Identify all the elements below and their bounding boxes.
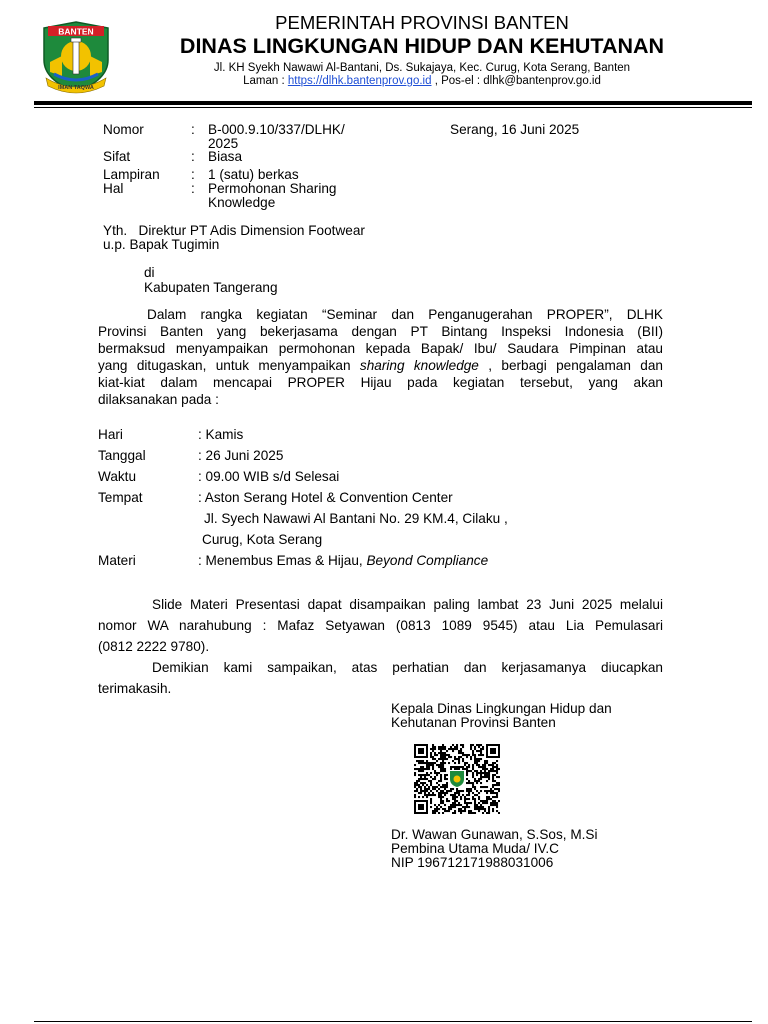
- body-text: , berbagi pengalaman dan: [478, 358, 663, 373]
- signatory-title: Kepala Dinas Lingkungan Hidup dan: [391, 701, 612, 716]
- body-line: [98, 357, 663, 374]
- closing-line: nomor WA narahubung : Mafaz Setyawan (0813 1089 9545) atau Lia Pemulasari: [98, 618, 663, 633]
- closing-line: Slide Materi Presentasi dapat disampaikan paling lambat 23 Juni 2025 melalui: [152, 597, 663, 612]
- hal-label: Hal: [103, 181, 124, 196]
- hal-colon: :: [191, 181, 195, 196]
- recipient-di: di: [144, 265, 155, 280]
- materi-label: Materi: [98, 553, 136, 568]
- materi-value: [198, 552, 488, 569]
- website-link[interactable]: https://dlhk.bantenprov.go.id: [287, 75, 432, 87]
- body-italic: sharing knowledge: [359, 358, 479, 373]
- body-line: Dalam rangka kegiatan “Seminar dan Penganugerahan PROPER”, DLHK: [147, 307, 663, 322]
- sifat-value: Biasa: [208, 149, 243, 164]
- logo-text-bottom: IMAN TAQWA: [58, 85, 94, 91]
- body-paragraph: [98, 306, 663, 408]
- header-agency: DINAS LINGKUNGAN HIDUP DAN KEHUTANAN: [179, 34, 665, 58]
- closing-line: Demikian kami sampaikan, atas perhatian dan kerjasamanya diucapkan: [152, 660, 663, 675]
- closing-paragraph: [98, 594, 663, 699]
- tempat-city: Curug, Kota Serang: [202, 532, 323, 547]
- header-divider-thin: [34, 107, 752, 108]
- body-line: bermaksud menyampaikan permohonan kepada Bapak/ Ibu/ Saudara Pimpinan atau: [98, 341, 663, 356]
- tempat-label: Tempat: [98, 490, 143, 505]
- recipient-line: Yth. Direktur PT Adis Dimension Footwear: [103, 223, 365, 238]
- closing-line: terimakasih.: [98, 681, 172, 696]
- signatory-rank: Pembina Utama Muda/ IV.C: [391, 841, 559, 856]
- hal-value: Permohonan Sharing: [208, 181, 337, 196]
- waktu-label: Waktu: [98, 469, 137, 484]
- hari-label: Hari: [98, 427, 123, 442]
- header-government: PEMERINTAH PROVINSI BANTEN: [275, 12, 569, 33]
- lampiran-label: Lampiran: [103, 167, 160, 182]
- nomor-label: Nomor: [103, 122, 144, 137]
- header-address: Jl. KH Syekh Nawawi Al-Bantani, Ds. Sukajaya, Kec. Curug, Kota Serang, Banten: [213, 62, 631, 74]
- materi-italic: Beyond Compliance: [366, 553, 489, 568]
- lampiran-colon: :: [191, 167, 195, 182]
- banten-logo: [36, 16, 116, 96]
- nomor-value: B-000.9.10/337/DLHK/: [208, 122, 345, 137]
- body-line: kiat-kiat dalam mencapai PROPER Hijau pada kegiatan tersebut, yang akan: [98, 375, 663, 390]
- body-line: Provinsi Banten yang bekerjasama dengan PT Bintang Inspeksi Indonesia (BII): [98, 324, 663, 339]
- signatory-nip: NIP 196712171988031006: [391, 855, 554, 870]
- signatory-title-cont: Kehutanan Provinsi Banten: [391, 715, 556, 730]
- closing-line: (0812 2222 9780).: [98, 639, 210, 654]
- body-line: dilaksanakan pada :: [98, 392, 219, 407]
- recipient-attention: u.p. Bapak Tugimin: [103, 237, 220, 252]
- hari-value: : Kamis: [198, 427, 244, 442]
- header-divider-thick: [34, 101, 752, 105]
- qr-code: [414, 744, 500, 814]
- sifat-colon: :: [191, 149, 195, 164]
- web-prefix: Laman :: [243, 75, 288, 87]
- qr-code-image: [414, 744, 500, 814]
- email-text: , Pos-el : dlhk@bantenprov.go.id: [431, 75, 601, 87]
- body-text: yang ditugaskan, untuk menyampaikan: [98, 358, 360, 373]
- tanggal-label: Tanggal: [98, 448, 146, 463]
- letter-date: Serang, 16 Juni 2025: [450, 122, 580, 137]
- recipient-place: Kabupaten Tangerang: [144, 280, 278, 295]
- tempat-address: Jl. Syech Nawawi Al Bantani No. 29 KM.4, Cilaku ,: [204, 511, 508, 526]
- signatory-name: Dr. Wawan Gunawan, S.Sos, M.Si: [391, 827, 598, 842]
- footer-divider: [34, 1021, 752, 1022]
- lampiran-value: 1 (satu) berkas: [208, 167, 299, 182]
- nomor-value-cont: 2025: [208, 136, 239, 151]
- tempat-value: : Aston Serang Hotel & Convention Center: [198, 490, 453, 505]
- waktu-value: : 09.00 WIB s/d Selesai: [198, 469, 340, 484]
- sifat-label: Sifat: [103, 149, 131, 164]
- logo-text-top: BANTEN: [58, 26, 94, 37]
- header-contact: [136, 75, 708, 87]
- tanggal-value: : 26 Juni 2025: [198, 448, 284, 463]
- hal-value-cont: Knowledge: [208, 195, 276, 210]
- nomor-colon: :: [191, 122, 195, 137]
- materi-text: : Menembus Emas & Hijau,: [198, 553, 367, 568]
